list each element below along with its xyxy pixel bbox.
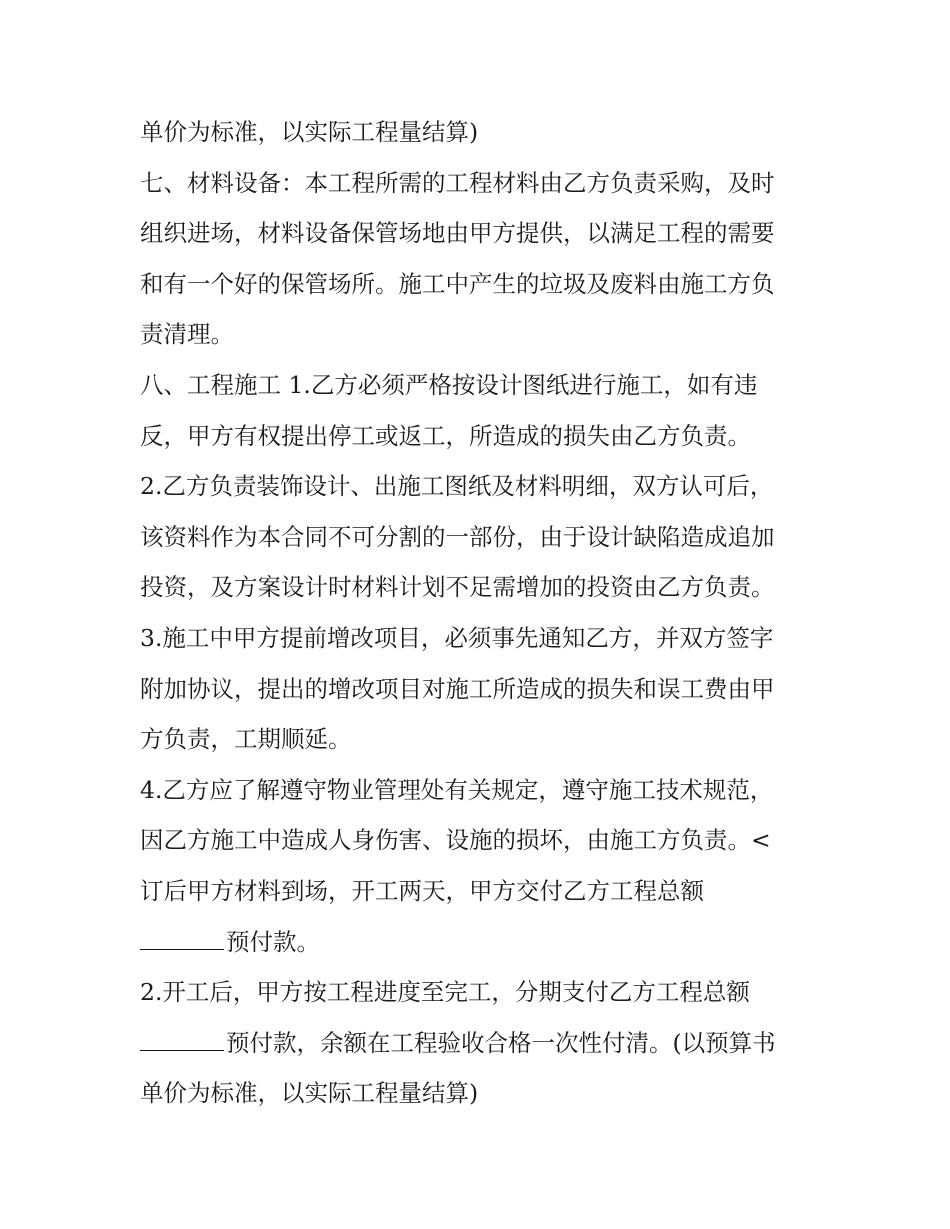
- text-line: 投资，及方案设计时材料计划不足需增加的投资由乙方负责。: [140, 573, 775, 602]
- text-line: 4.乙方应了解遵守物业管理处有关规定，遵守施工技术规范，: [140, 775, 774, 804]
- text-line-with-blank: [140, 917, 820, 968]
- text-line: 七、材料设备：本工程所需的工程材料由乙方负责采购，及时: [140, 168, 775, 197]
- text-fragment: 预付款。: [226, 927, 320, 956]
- text-line-with-blank: [140, 1018, 820, 1069]
- text-line: 该资料作为本合同不可分割的一部份，由于设计缺陷造成追加: [140, 522, 775, 551]
- text-line: 反，甲方有权提出停工或返工，所造成的损失由乙方负责。: [140, 421, 751, 450]
- text-line: 和有一个好的保管场所。施工中产生的垃圾及废料由施工方负: [140, 269, 775, 298]
- text-fragment: 预付款，余额在工程验收合格一次性付清。(以预算书: [226, 1028, 776, 1057]
- text-line: 附加协议，提出的增改项目对施工所造成的损失和误工费由甲: [140, 674, 775, 703]
- text-line: 2.乙方负责装饰设计、出施工图纸及材料明细，双方认可后，: [140, 472, 774, 501]
- contract-text: [140, 107, 820, 1119]
- text-line: 方负责，工期顺延。: [140, 725, 352, 754]
- text-line: 订后甲方材料到场，开工两天，甲方交付乙方工程总额: [140, 876, 704, 905]
- text-line: 单价为标准，以实际工程量结算): [140, 118, 479, 146]
- text-line: 2.开工后，甲方按工程进度至完工，分期支付乙方工程总额: [140, 978, 750, 1007]
- text-line: 八、工程施工 1.乙方必须严格按设计图纸进行施工，如有违: [140, 370, 758, 399]
- text-line: 组织进场，材料设备保管场地由甲方提供，以满足工程的需要: [140, 219, 775, 248]
- text-line: 因乙方施工中造成人身伤害、设施的损坏，由施工方负责。<: [140, 826, 771, 855]
- text-line: 单价为标准，以实际工程量结算): [140, 1079, 479, 1108]
- fill-in-blank: [140, 948, 224, 950]
- text-line: 责清理。: [140, 320, 234, 349]
- fill-in-blank: [140, 1049, 224, 1051]
- text-line: 3.施工中甲方提前增改项目，必须事先通知乙方，并双方签字: [140, 623, 774, 652]
